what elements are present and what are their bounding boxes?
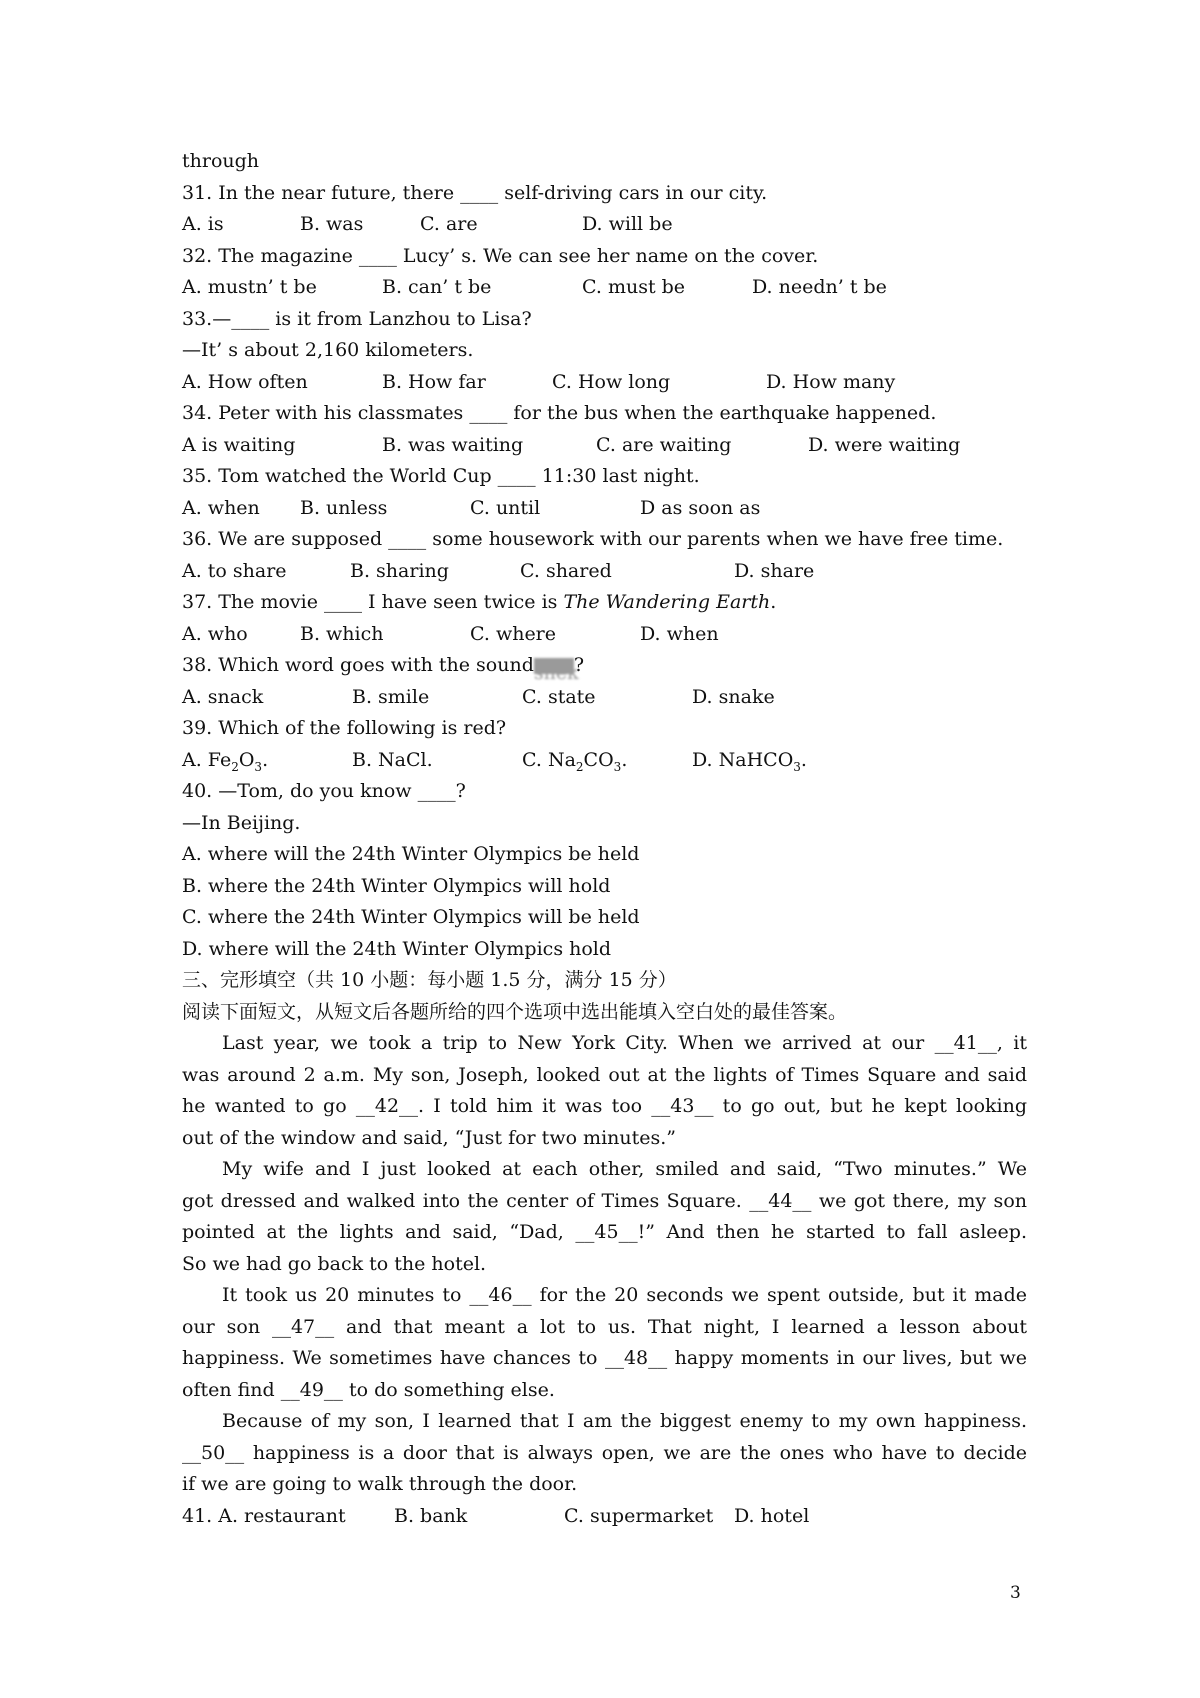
cloze-paragraph-4: Because of my son, I learned that I am the biggest enemy to my own happiness. __50__ happiness is a door that is always open, we are the ones who have to decide if we are going to walk through the door. — [182, 1410, 1027, 1495]
section-instruction: 阅读下面短文，从短文后各题所给的四个选项中选出能填入空白处的最佳答案。 — [182, 1000, 848, 1023]
option-c: C. are — [420, 213, 478, 235]
option-c: C. How long — [552, 370, 671, 393]
document-content — [182, 146, 1027, 1532]
question-40-option-c: C. where the 24th Winter Olympics will be held — [182, 906, 640, 928]
option-b: B. NaCl. — [352, 748, 433, 771]
question-39-stem: 39. Which of the following is red? — [182, 717, 507, 739]
phonetic-image: snek — [534, 658, 574, 674]
page-number: 3 — [1010, 1583, 1021, 1603]
option-d: D. share — [734, 559, 815, 582]
question-36-options — [182, 556, 1027, 588]
question-38-stem: 38. Which word goes with the soundsnek? — [182, 654, 585, 684]
movie-title: The Wandering Earth — [563, 591, 771, 613]
option-b: B. unless — [300, 496, 388, 519]
option-b: B. can’ t be — [382, 276, 492, 298]
question-40-answer: —In Beijing. — [182, 811, 301, 834]
option-b: B. was — [300, 213, 364, 235]
option-a: A. is — [182, 213, 224, 235]
question-33-options — [182, 367, 1027, 399]
option-a: A. snack — [182, 685, 264, 708]
question-32-stem: 32. The magazine ____ Lucy’ s. We can see her name on the cover. — [182, 244, 819, 267]
option-a: A. mustn’ t be — [182, 276, 317, 298]
option-b: B. How far — [382, 370, 486, 393]
question-31-options — [182, 209, 1027, 241]
question-38-options — [182, 682, 1027, 714]
cloze-paragraph-2: My wife and I just looked at each other, smiled and said, “Two minutes.” We got dressed and walked into the center of Times Square. __44__ we got there, my son pointed at the lights and said, “Dad, __45__!” And then he started to fall asleep. So we had go back to the hotel. — [182, 1158, 1027, 1275]
question-35-options — [182, 493, 1027, 525]
option-b: B. bank — [394, 1504, 468, 1527]
option-a: A. $Fe_2O_3$. — [182, 748, 269, 774]
option-d: D. snake — [692, 685, 775, 708]
option-d: D. NaHCO$_3$. — [692, 748, 807, 774]
option-a: A is waiting — [182, 433, 296, 456]
option-d: D. hotel — [734, 1504, 810, 1527]
question-33-answer: —It’ s about 2,160 kilometers. — [182, 339, 474, 361]
option-a: A. who — [182, 622, 248, 645]
question-41-options — [182, 1501, 1027, 1533]
section-heading: 三、完形填空（共 10 小题：每小题 1.5 分，满分 15 分） — [182, 969, 677, 991]
question-32-options — [182, 272, 1027, 304]
option-b: B. which — [300, 622, 384, 645]
option-c: C. shared — [520, 559, 612, 582]
option-c: C. must be — [582, 276, 686, 298]
option-c: C. until — [470, 496, 541, 519]
option-d: D as soon as — [640, 496, 761, 519]
option-c: C. where — [470, 622, 557, 645]
question-39-options — [182, 745, 1027, 777]
question-40-stem: 40. —Tom, do you know ____? — [182, 780, 466, 802]
question-34-options — [182, 430, 1027, 462]
question-37-options — [182, 619, 1027, 651]
cloze-paragraph-1: Last year, we took a trip to New York City. When we arrived at our __41__, it was around 2 a.m. My son, Joseph, looked out at the lights of Times Square and said he wanted to go __42__. I told him it was too __43__ to go out, but he kept looking out of the window and said, “Just for two minutes.” — [182, 1032, 1027, 1149]
option-d: D. How many — [766, 370, 896, 393]
question-40-option-b: B. where the 24th Winter Olympics will hold — [182, 874, 611, 897]
option-d: D. were waiting — [808, 433, 961, 456]
question-37-stem: 37. The movie ____ I have seen twice is The Wandering Earth. — [182, 591, 777, 613]
option-c: C. state — [522, 685, 596, 708]
option-b: B. smile — [352, 685, 430, 708]
option-b: B. sharing — [350, 559, 449, 582]
option-d: D. will be — [582, 213, 673, 235]
question-34-stem: 34. Peter with his classmates ____ for the bus when the earthquake happened. — [182, 402, 937, 424]
option-c: C. $Na_2CO_3$. — [522, 748, 628, 774]
option-a: A. when — [182, 496, 260, 519]
option-c: C. supermarket — [564, 1504, 714, 1527]
top-fragment: through — [182, 150, 260, 172]
question-35-stem: 35. Tom watched the World Cup ____ 11:30 last night. — [182, 465, 700, 487]
question-33-stem: 33.—____ is it from Lanzhou to Lisa? — [182, 307, 532, 330]
option-c: C. are waiting — [596, 433, 732, 456]
option-a: 41. A. restaurant — [182, 1504, 346, 1527]
question-36-stem: 36. We are supposed ____ some housework with our parents when we have free time. — [182, 528, 1004, 550]
option-a: A. How often — [182, 370, 308, 393]
cloze-paragraph-3: It took us 20 minutes to __46__ for the 20 seconds we spent outside, but it made our son __47__ and that meant a lot to us. That night, I learned a lesson about happiness. We sometimes have chances to __48__ happy moments in our lives, but we often find __49__ to do something else. — [182, 1284, 1027, 1401]
question-40-option-a: A. where will the 24th Winter Olympics be held — [182, 843, 640, 865]
question-40-option-d: D. where will the 24th Winter Olympics hold — [182, 937, 612, 960]
option-d: D. when — [640, 622, 719, 645]
option-b: B. was waiting — [382, 433, 524, 456]
option-d: D. needn’ t be — [752, 276, 887, 298]
question-31-stem: 31. In the near future, there ____ self-driving cars in our city. — [182, 181, 768, 204]
option-a: A. to share — [182, 559, 287, 582]
